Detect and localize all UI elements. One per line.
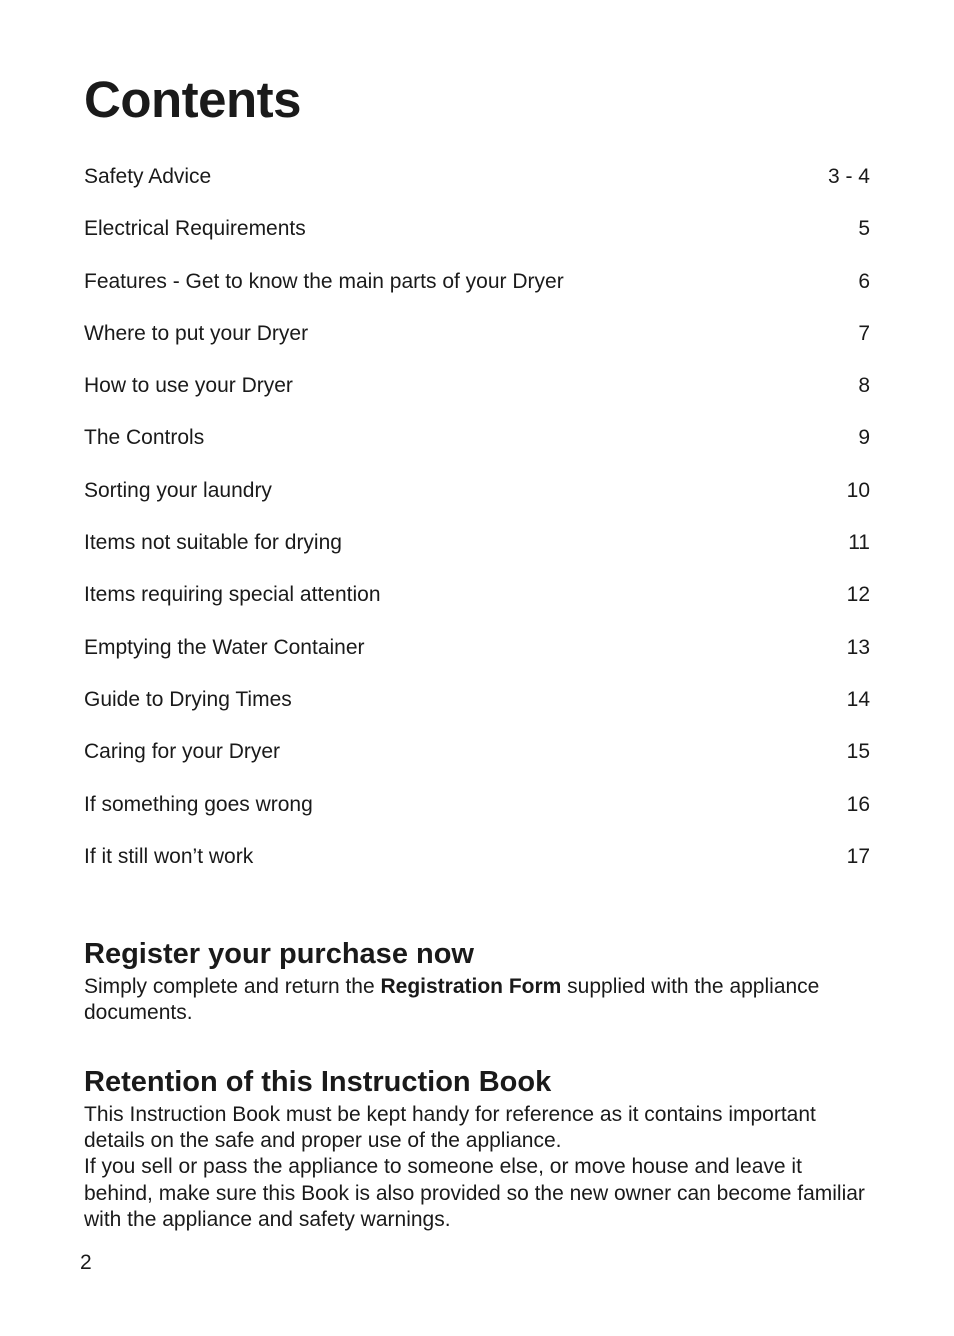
toc-item-label: The Controls bbox=[84, 426, 205, 450]
toc-item-label: If it still won’t work bbox=[84, 844, 254, 868]
toc-item-page: 11 bbox=[848, 531, 870, 555]
toc-item bbox=[84, 736, 870, 788]
toc-item-label: How to use your Dryer bbox=[84, 374, 293, 398]
toc-item-label: If something goes wrong bbox=[84, 792, 313, 816]
toc-item-page: 3 - 4 bbox=[827, 165, 870, 188]
toc-item-page: 16 bbox=[846, 792, 870, 816]
toc-item bbox=[84, 789, 870, 841]
toc-item bbox=[84, 684, 870, 736]
toc-item-label: Electrical Requirements bbox=[84, 217, 306, 241]
toc-item-page: 9 bbox=[858, 426, 870, 450]
toc-item-label: Sorting your laundry bbox=[84, 478, 272, 502]
toc-item bbox=[84, 632, 870, 684]
toc-item-label: Items requiring special attention bbox=[84, 583, 381, 607]
retention-paragraph-1: This Instruction Book must be kept handy for reference as it contains important details on the safe and proper use of the appliance. bbox=[84, 1103, 816, 1153]
toc-item-label: Features - Get to know the main parts of your Dryer bbox=[84, 269, 564, 293]
table-of-contents bbox=[84, 161, 870, 893]
toc-item bbox=[84, 841, 870, 893]
register-section bbox=[84, 936, 874, 1026]
register-text-before: Simply complete and return the bbox=[84, 975, 381, 998]
toc-item-label: Emptying the Water Container bbox=[84, 635, 365, 659]
toc-item-label: Items not suitable for drying bbox=[84, 531, 342, 555]
toc-item-page: 7 bbox=[858, 321, 870, 345]
toc-item bbox=[84, 161, 870, 213]
toc-item bbox=[84, 213, 870, 265]
retention-paragraph-2: If you sell or pass the appliance to someone else, or move house and leave it behind, make sure this Book is also provided so the new owner can become familiar with the appliance and safety warnings. bbox=[84, 1155, 865, 1231]
toc-item bbox=[84, 475, 870, 527]
toc-item bbox=[84, 318, 870, 370]
toc-item bbox=[84, 422, 870, 474]
registration-form-label: Registration Form bbox=[380, 975, 562, 998]
toc-item bbox=[84, 370, 870, 422]
toc-item-page: 15 bbox=[846, 740, 870, 764]
toc-item bbox=[84, 266, 870, 318]
toc-item bbox=[84, 527, 870, 579]
register-text-after: supplied with the appliance documents. bbox=[84, 975, 820, 1025]
page-number: 2 bbox=[80, 1251, 92, 1274]
toc-item-page: 10 bbox=[846, 478, 870, 502]
toc-item-label: Safety Advice bbox=[84, 165, 212, 188]
toc-item-page: 12 bbox=[846, 583, 870, 607]
toc-item-page: 8 bbox=[858, 374, 870, 398]
retention-heading: Retention of this Instruction Book bbox=[84, 1066, 552, 1098]
retention-section bbox=[84, 1064, 874, 1233]
toc-item-page: 13 bbox=[846, 635, 870, 659]
toc-item-page: 6 bbox=[858, 269, 870, 293]
toc-item bbox=[84, 579, 870, 631]
toc-item-page: 17 bbox=[846, 844, 870, 868]
toc-item-label: Caring for your Dryer bbox=[84, 740, 281, 764]
toc-item-page: 14 bbox=[846, 687, 870, 711]
register-text bbox=[84, 974, 874, 1026]
register-heading: Register your purchase now bbox=[84, 938, 474, 970]
toc-item-label: Guide to Drying Times bbox=[84, 687, 292, 711]
page-title: Contents bbox=[84, 71, 301, 128]
toc-item-label: Where to put your Dryer bbox=[84, 321, 309, 345]
toc-item-page: 5 bbox=[858, 217, 870, 241]
